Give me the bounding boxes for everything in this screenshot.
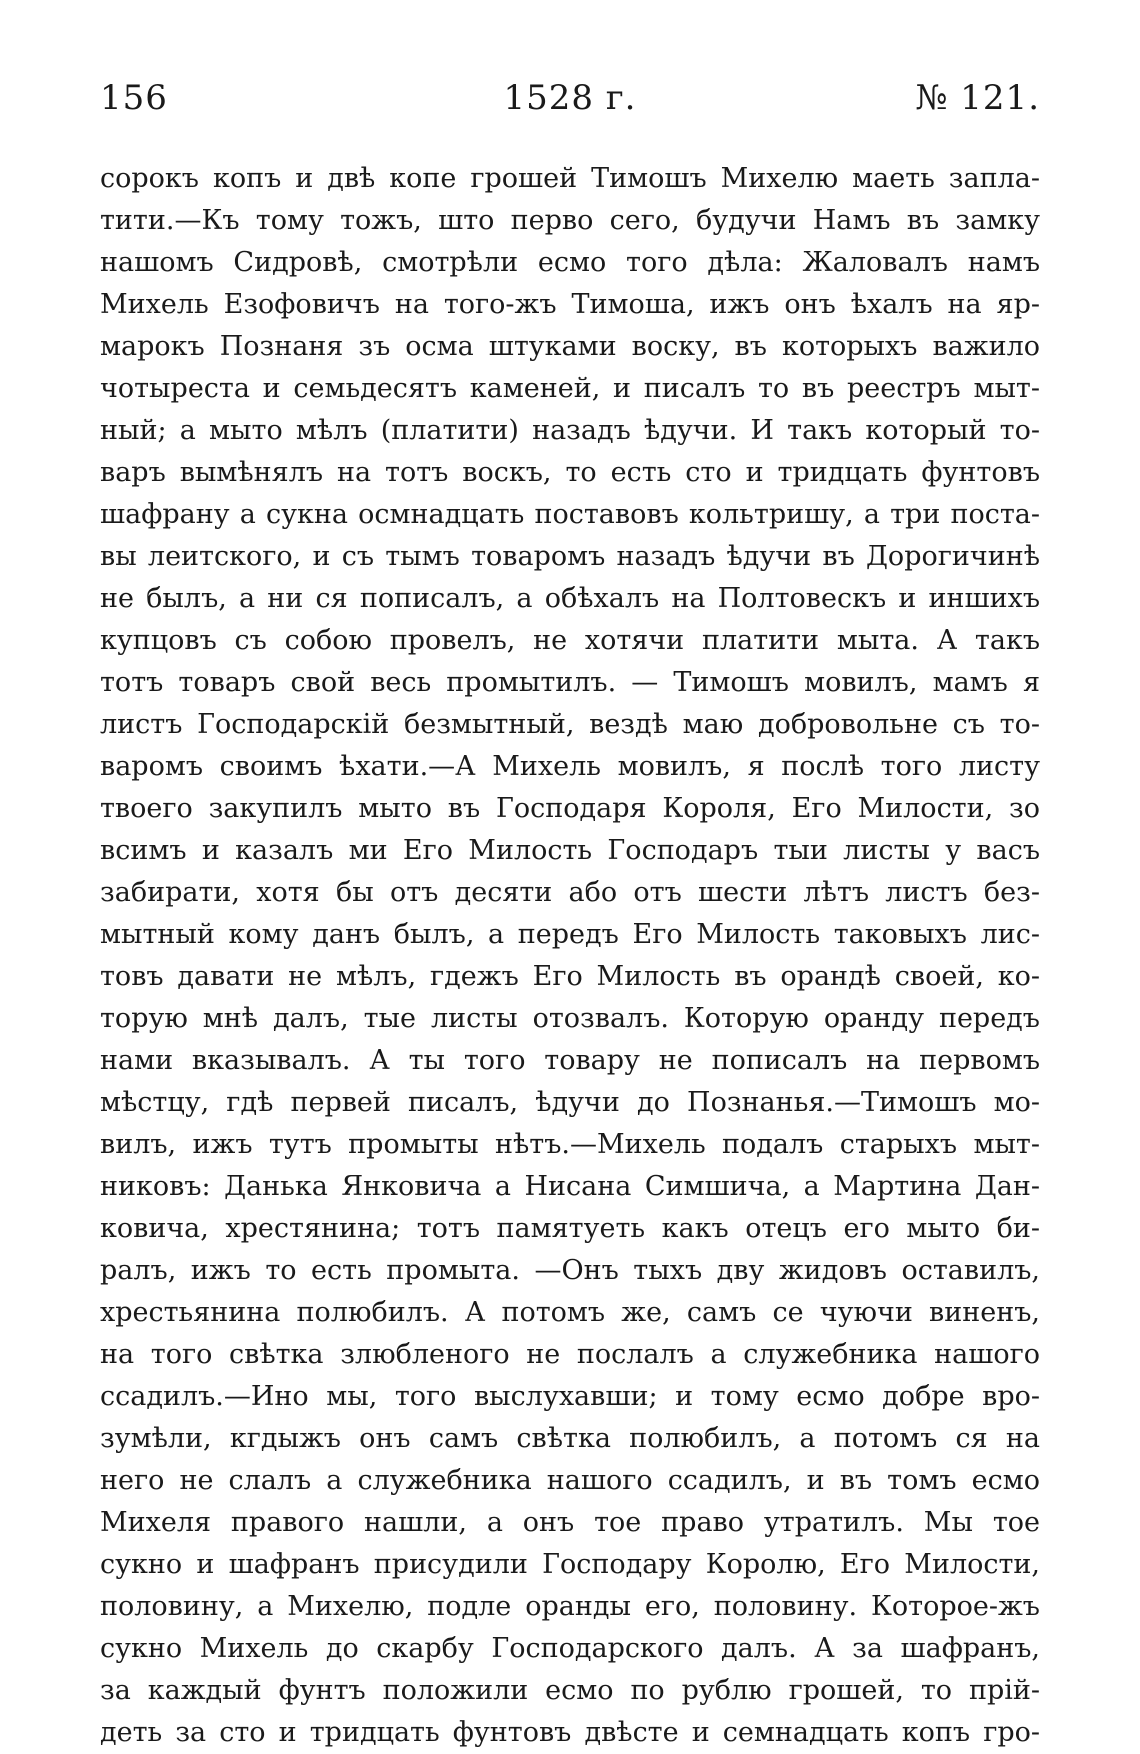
text-line: листъ Господарскій безмытный, вездѣ маю добровольне съ то- (100, 709, 1040, 740)
text-line: сорокъ копъ и двѣ копе грошей Тимошъ Михелю маеть запла- (100, 163, 1040, 194)
text-line: тотъ товаръ свой весь промытилъ. — Тимошъ мовилъ, мамъ я (100, 667, 1040, 698)
text-line: деть за сто и тридцать фунтовъ двѣсте и семнадцать копъ гро- (100, 1717, 1040, 1748)
text-line: вы леитского, и съ тымъ товаромъ назадъ ѣдучи въ Дорогичинѣ (100, 541, 1040, 572)
text-line: нашомъ Сидровѣ, смотрѣли есмо того дѣла: Жаловалъ намъ (100, 247, 1040, 278)
text-line: никовъ: Данька Янковича а Нисана Симшича, а Мартина Дан- (100, 1171, 1040, 1202)
text-line: тити.—Къ тому тожъ, што перво сего, будучи Намъ въ замку (100, 205, 1040, 236)
text-line: ковича, хрестянина; тотъ памятуеть какъ отецъ его мыто би- (100, 1213, 1040, 1244)
text-line: ссадилъ.—Ино мы, того выслухавши; и тому есмо добре вро- (100, 1381, 1040, 1412)
text-line: сукно и шафранъ присудили Господару Королю, Его Милости, (100, 1549, 1040, 1580)
document-number: № 121. (915, 78, 1040, 118)
text-line: за каждый фунтъ положили есмо по рублю грошей, то прій- (100, 1675, 1040, 1706)
text-line: не былъ, а ни ся пописалъ, а обѣхалъ на Полтовескъ и иншихъ (100, 583, 1040, 614)
text-line: варомъ своимъ ѣхати.—А Михель мовилъ, я послѣ того листу (100, 751, 1040, 782)
text-line: твоего закупилъ мыто въ Господаря Короля, Его Милости, зо (100, 793, 1040, 824)
text-line: на того свѣтка злюбленого не послалъ а служебника нашого (100, 1339, 1040, 1370)
text-line: хрестьянина полюбилъ. А потомъ же, самъ се чуючи виненъ, (100, 1297, 1040, 1328)
document-body (100, 158, 1040, 1754)
text-line: ралъ, ижъ то есть промыта. —Онъ тыхъ дву жидовъ оставилъ, (100, 1255, 1040, 1286)
text-line: Михеля правого нашли, а онъ тое право утратилъ. Мы тое (100, 1507, 1040, 1538)
text-line: зумѣли, кгдыжъ онъ самъ свѣтка полюбилъ, а потомъ ся на (100, 1423, 1040, 1454)
text-line: сукно Михель до скарбу Господарского далъ. А за шафранъ, (100, 1633, 1040, 1664)
text-line: Михель Езофовичъ на того-жъ Тимоша, ижъ онъ ѣхалъ на яр- (100, 289, 1040, 320)
text-line: нами вказывалъ. А ты того товару не пописалъ на первомъ (100, 1045, 1040, 1076)
page-year: 1528 г. (503, 78, 637, 118)
text-line: товъ давати не мѣлъ, гдежъ Его Милость въ орандѣ своей, ко- (100, 961, 1040, 992)
text-line: ный; а мыто мѣлъ (платити) назадъ ѣдучи. И такъ который то- (100, 415, 1040, 446)
text-line: половину, а Михелю, подле оранды его, половину. Которое-жъ (100, 1591, 1040, 1622)
text-line: торую мнѣ далъ, тые листы отозвалъ. Которую оранду передъ (100, 1003, 1040, 1034)
text-line: него не слалъ а служебника нашого ссадилъ, и въ томъ есмо (100, 1465, 1040, 1496)
text-line: всимъ и казалъ ми Его Милость Господаръ тыи листы у васъ (100, 835, 1040, 866)
text-line: мытный кому данъ былъ, а передъ Его Милость таковыхъ лис- (100, 919, 1040, 950)
text-line: мѣстцу, гдѣ первей писалъ, ѣдучи до Познанья.—Тимошъ мо- (100, 1087, 1040, 1118)
text-line: вилъ, ижъ тутъ промыты нѣтъ.—Михель подалъ старыхъ мыт- (100, 1129, 1040, 1160)
text-line: шафрану а сукна осмнадцать поставовъ кольтришу, а три поста- (100, 499, 1040, 530)
text-line: варъ вымѣнялъ на тотъ воскъ, то есть сто и тридцать фунтовъ (100, 457, 1040, 488)
text-line: марокъ Познаня зъ осма штуками воску, въ которыхъ важило (100, 331, 1040, 362)
text-line: купцовъ съ собою провелъ, не хотячи платити мыта. А такъ (100, 625, 1040, 656)
text-line: чотыреста и семьдесятъ каменей, и писалъ то въ реестръ мыт- (100, 373, 1040, 404)
text-line: забирати, хотя бы отъ десяти або отъ шести лѣтъ листъ без- (100, 877, 1040, 908)
page-number: 156 (100, 78, 168, 118)
page-header (100, 78, 1040, 128)
